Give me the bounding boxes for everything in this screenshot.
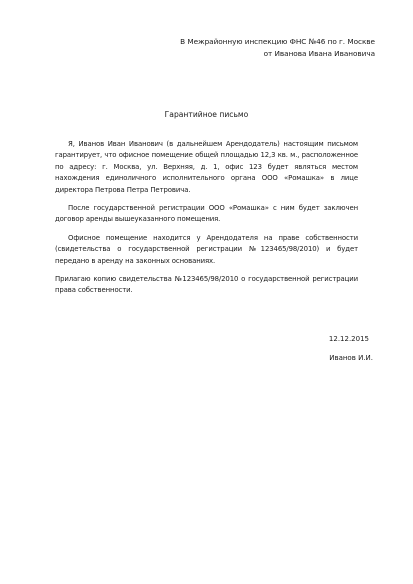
paragraph-guarantee: Я, Иванов Иван Иванович (в дальнейшем Арендодатель) настоящим письмом гарантирует, что офисное помещение общей площадью 12,3 кв. м., расположенное по адресу: г. Москва, ул. Верхняя, д. 1, офис 123 будет являться местом нахождения единоличного исполнительного органа ООО «Ромашка» в лице директора Петрова Петра Петровича. bbox=[55, 140, 358, 194]
paragraph-ownership: Офисное помещение находится у Арендодателя на праве собственности (свидетельства о государственной регистрации №123465/98/2010) и будет передано в аренду на законных основаниях. bbox=[55, 233, 358, 265]
letter-date: 12.12.2015 bbox=[328, 335, 369, 343]
paragraph-lease: После государственной регистрации ООО «Ромашка» с ним будет заключен договор аренды вышеуказанного помещения. bbox=[55, 204, 358, 224]
recipient-line-authority: В Межрайонную инспекцию ФНС №46 по г. Москве bbox=[180, 37, 375, 46]
recipient-block bbox=[180, 36, 375, 59]
signer-name: Иванов И.И. bbox=[329, 354, 373, 362]
letter-body bbox=[55, 139, 358, 304]
paragraph-attachment: Прилагаю копию свидетельства №123465/98/2010 о государственной регистрации права собственности. bbox=[55, 275, 358, 295]
document-title: Гарантийное письмо bbox=[164, 110, 249, 119]
recipient-line-sender: от Иванова Ивана Ивановича bbox=[263, 48, 375, 58]
